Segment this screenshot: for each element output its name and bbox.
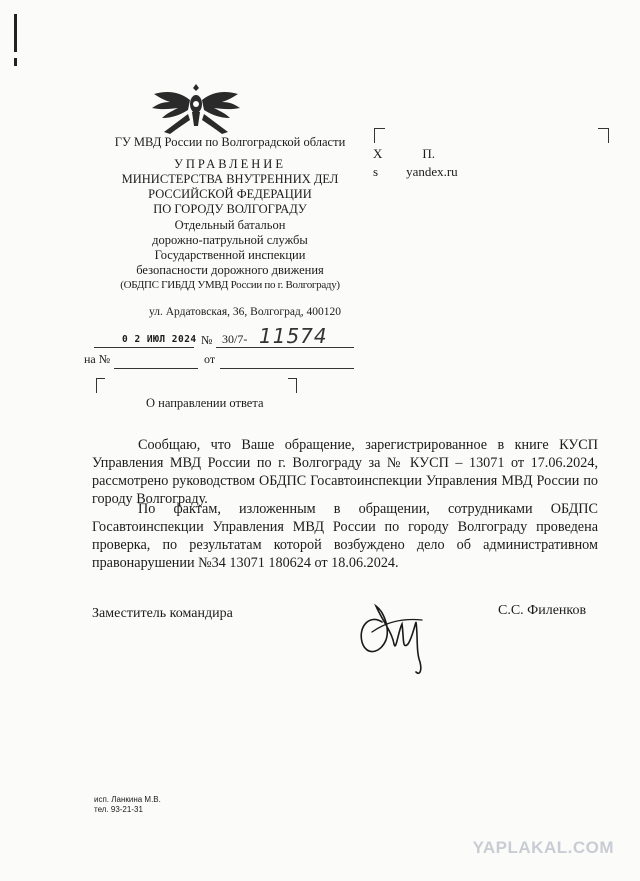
agency-line: безопасности дорожного движения <box>136 263 324 278</box>
executor-name: исп. Ланкина М.В. <box>94 795 161 804</box>
recipient-email-domain: yandex.ru <box>406 164 458 179</box>
executor-phone: тел. 93-21-31 <box>94 805 143 814</box>
reference-date-label: от <box>204 352 216 366</box>
letter-subject: О направлении ответа <box>146 396 264 410</box>
agency-head-title: УПРАВЛЕНИЕ <box>174 157 286 171</box>
agency-line: Отдельный батальон <box>174 217 286 232</box>
recipient-name-part: П. <box>422 146 436 161</box>
number-label: № <box>201 333 213 347</box>
recipient-bracket-left <box>374 128 385 143</box>
handwritten-signature-icon <box>352 592 434 678</box>
reference-number-label: на № <box>84 352 111 366</box>
ref-number-underline <box>114 368 198 369</box>
agency-name-block <box>80 171 380 293</box>
agency-line: дорожно-патрульной службы <box>152 232 308 247</box>
executor-footer <box>94 795 161 815</box>
scan-artifact <box>14 14 17 52</box>
agency-line: (ОБДПС ГИБДД УМВД России по г. Волгограду) <box>120 279 340 292</box>
agency-line: ПО ГОРОДУ ВОЛГОГРАДУ <box>153 202 307 217</box>
site-watermark: YAPLAKAL.COM <box>472 838 614 857</box>
agency-line: РОССИЙСКОЙ ФЕДЕРАЦИИ <box>148 187 312 202</box>
recipient-name <box>373 146 435 162</box>
recipient-email-start: s <box>373 164 379 179</box>
agency-address: ул. Ардатовская, 36, Волгоград, 400120 <box>148 306 342 318</box>
recipient-name-initial: Х <box>373 146 383 161</box>
agency-line: МИНИСТЕРСТВА ВНУТРЕННИХ ДЕЛ <box>121 172 339 186</box>
body-paragraph: По фактам, изложенным в обращении, сотрудниками ОБДПС Госавтоинспекции Управления МВД России по городу Волгограду проведена проверка, по результатам которой возбуждено дело об административном правонарушении №34 13071 180624 от 18.06.2024. <box>92 501 598 571</box>
mvd-eagle-emblem-icon <box>150 82 242 136</box>
date-underline <box>94 347 194 348</box>
agency-line: Государственной инспекции <box>154 247 306 262</box>
recipient-bracket-right <box>598 128 609 143</box>
subject-bracket-left <box>96 378 105 393</box>
subject-bracket-right <box>288 378 297 393</box>
agency-parent-title: ГУ МВД России по Волгоградской области <box>114 135 346 149</box>
date-stamp: 0 2 ИЮЛ 2024 <box>122 334 197 345</box>
scan-artifact <box>14 58 17 66</box>
signatory-name: С.С. Филенков <box>498 603 587 618</box>
ref-date-underline <box>220 368 354 369</box>
registration-block <box>84 324 354 370</box>
signatory-title: Заместитель командира <box>92 606 233 621</box>
handwritten-number: 11574 <box>259 324 328 348</box>
recipient-email <box>373 164 458 180</box>
outgoing-number: 30/7- <box>222 332 248 346</box>
body-paragraph: Сообщаю, что Ваше обращение, зарегистрированное в книге КУСП Управления МВД России по г. Волгограду за № КУСП – 13071 от 17.06.2024, рассмотрено руководством ОБДПС Госавтоинспекции Управления МВД России по городу Волгограду. <box>92 437 598 507</box>
